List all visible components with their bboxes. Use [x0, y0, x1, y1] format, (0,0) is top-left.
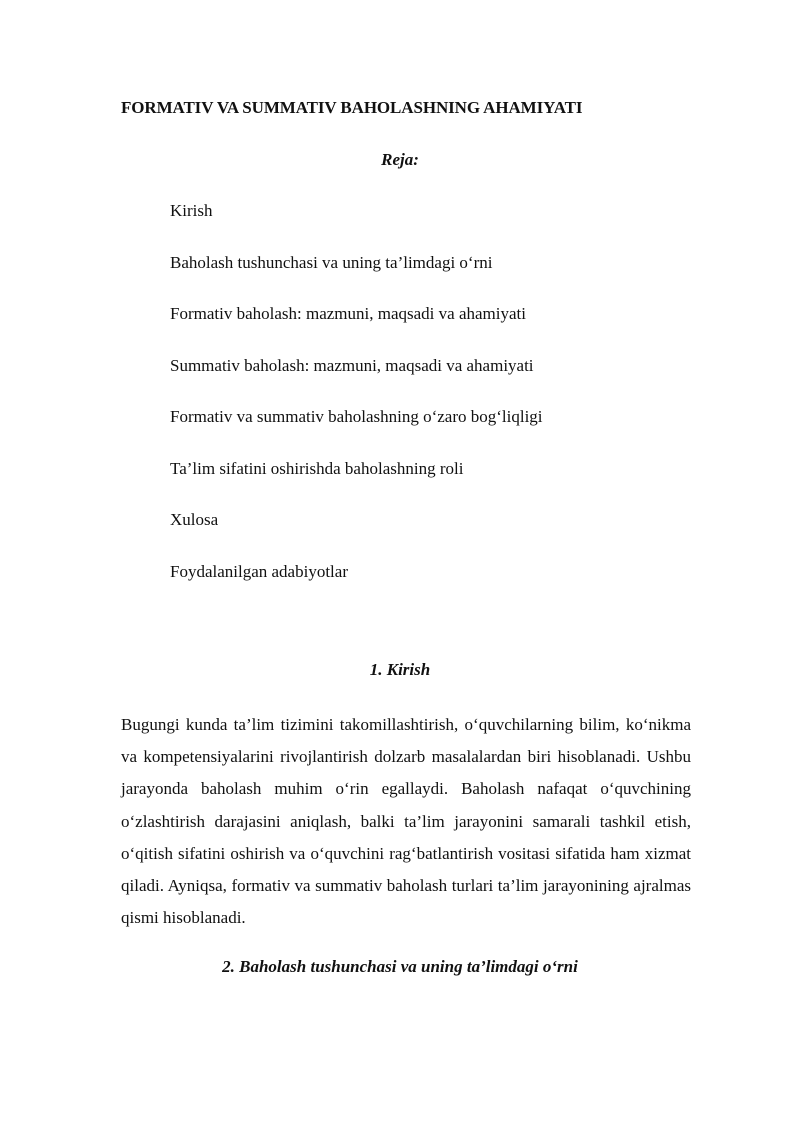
plan-list [170, 199, 543, 611]
section-paragraph-kirish: Bugungi kunda ta’lim tizimini takomillashtirish, o‘quvchilarning bilim, ko‘nikma va kompetensiyalarini rivojlantirish dolzarb masalalardan biri hisoblanadi. Ushbu jarayonda baholash muhim o‘rin egallaydi. Baholash nafaqat o‘quvchining o‘zlashtirish darajasini aniqlash, balki ta’lim jarayonini samarali tashkil etish, o‘qitish sifatini oshirish va o‘quvchini rag‘batlantirish vositasi sifatida ham xizmat qiladi. Ayniqsa, formativ va summativ baholash turlari ta’lim jarayonining ajralmas qismi hisoblanadi. [121, 715, 691, 928]
plan-item-talim-sifati: Ta’lim sifatini oshirishda baholashning roli [170, 458, 464, 478]
plan-item-xulosa: Xulosa [170, 510, 219, 529]
plan-item-kirish: Kirish [170, 201, 213, 220]
plan-item-summativ-baholash: Summativ baholash: mazmuni, maqsadi va ahamiyati [170, 355, 534, 375]
plan-item-baholash-tushunchasi: Baholash tushunchasi va uning ta’limdagi o‘rni [170, 252, 493, 272]
section-heading-kirish: 1. Kirish [369, 660, 431, 679]
plan-item-ozaro-bogliqlik: Formativ va summativ baholashning o‘zaro bog‘liqligi [170, 407, 543, 426]
section-heading-baholash-tushunchasi: 2. Baholash tushunchasi va uning ta’limdagi o‘rni [222, 957, 578, 976]
plan-item-formativ-baholash: Formativ baholash: mazmuni, maqsadi va ahamiyati [170, 304, 526, 323]
plan-heading: Reja: [381, 150, 419, 169]
plan-item-adabiyotlar: Foydalanilgan adabiyotlar [170, 561, 348, 581]
document-title: FORMATIV VA SUMMATIV BAHOLASHNING AHAMIYATI [121, 98, 583, 117]
